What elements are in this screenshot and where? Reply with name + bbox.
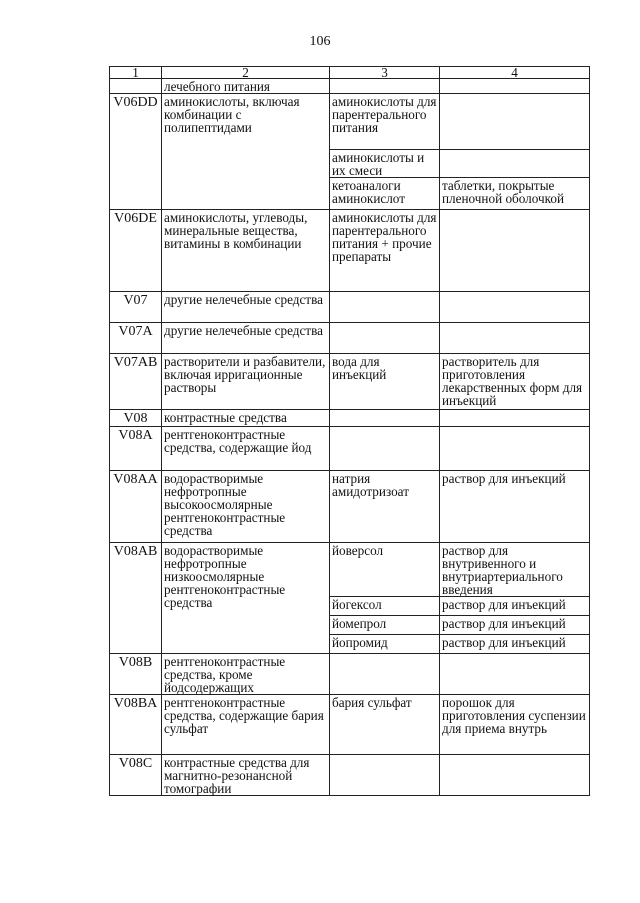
substance-cell: йоверсол xyxy=(330,543,440,597)
substance-cell xyxy=(330,410,440,427)
atc-code-cell: V08AB xyxy=(110,543,162,654)
atc-code-cell: V08AA xyxy=(110,471,162,543)
dosage-form-cell xyxy=(440,427,590,471)
substance-cell xyxy=(330,292,440,323)
dosage-form-cell xyxy=(440,654,590,695)
atc-code-cell: V07AB xyxy=(110,354,162,410)
dosage-form-cell: раствор для инъекций xyxy=(440,597,590,616)
atc-code-cell: V06DD xyxy=(110,94,162,210)
dosage-form-cell: раствор для инъекций xyxy=(440,616,590,635)
dosage-form-cell xyxy=(440,292,590,323)
group-name-cell: растворители и разбавители, включая ирригационные растворы xyxy=(162,354,330,410)
table-row xyxy=(110,210,590,292)
group-name-cell: контрастные средства для магнитно-резонансной томографии xyxy=(162,755,330,796)
group-name-cell: рентгеноконтрастные средства, кроме йодсодержащих xyxy=(162,654,330,695)
table-row xyxy=(110,79,590,94)
group-name-cell: рентгеноконтрастные средства, содержащие бария сульфат xyxy=(162,695,330,755)
dosage-form-cell: раствор для внутривенного и внутриартериального введения xyxy=(440,543,590,597)
group-name-cell: лечебного питания xyxy=(162,79,330,94)
substance-cell: кетоаналоги аминокислот xyxy=(330,178,440,210)
table-header-row xyxy=(110,67,590,79)
dosage-form-cell xyxy=(440,94,590,150)
group-name-cell: аминокислоты, углеводы, минеральные вещества, витамины в комбинации xyxy=(162,210,330,292)
atc-code-cell: V08BA xyxy=(110,695,162,755)
column-header-1: 1 xyxy=(110,67,162,79)
table-body xyxy=(110,79,590,796)
dosage-form-cell xyxy=(440,210,590,292)
group-name-cell: другие нелечебные средства xyxy=(162,292,330,323)
substance-cell xyxy=(330,755,440,796)
table-row xyxy=(110,427,590,471)
dosage-form-cell: порошок для приготовления суспензии для приема внутрь xyxy=(440,695,590,755)
medicines-table xyxy=(109,66,590,796)
atc-code-cell: V08A xyxy=(110,427,162,471)
substance-cell: вода для инъекций xyxy=(330,354,440,410)
table-row xyxy=(110,292,590,323)
dosage-form-cell: раствор для инъекций xyxy=(440,471,590,543)
substance-cell: аминокислоты для парентерального питания + прочие препараты xyxy=(330,210,440,292)
dosage-form-cell xyxy=(440,323,590,354)
dosage-form-cell: растворитель для приготовления лекарственных форм для инъекций xyxy=(440,354,590,410)
group-name-cell: другие нелечебные средства xyxy=(162,323,330,354)
table-row xyxy=(110,543,590,597)
table-row xyxy=(110,323,590,354)
atc-code-cell: V08B xyxy=(110,654,162,695)
atc-code-cell: V07 xyxy=(110,292,162,323)
page-number: 106 xyxy=(309,34,331,49)
substance-cell xyxy=(330,79,440,94)
dosage-form-cell xyxy=(440,755,590,796)
table-row xyxy=(110,354,590,410)
dosage-form-cell xyxy=(440,79,590,94)
column-header-2: 2 xyxy=(162,67,330,79)
substance-cell: йомепрол xyxy=(330,616,440,635)
substance-cell: аминокислоты для парентерального питания xyxy=(330,94,440,150)
atc-code-cell: V08C xyxy=(110,755,162,796)
table-row xyxy=(110,755,590,796)
substance-cell: йогексол xyxy=(330,597,440,616)
dosage-form-cell: таблетки, покрытые пленочной оболочкой xyxy=(440,178,590,210)
group-name-cell: аминокислоты, включая комбинации с полипептидами xyxy=(162,94,330,210)
group-name-cell: рентгеноконтрастные средства, содержащие йод xyxy=(162,427,330,471)
atc-code-cell: V07A xyxy=(110,323,162,354)
column-header-3: 3 xyxy=(330,67,440,79)
column-header-4: 4 xyxy=(440,67,590,79)
table-row xyxy=(110,471,590,543)
substance-cell: йопромид xyxy=(330,635,440,654)
group-name-cell: контрастные средства xyxy=(162,410,330,427)
dosage-form-cell xyxy=(440,410,590,427)
atc-code-cell xyxy=(110,79,162,94)
table-row xyxy=(110,94,590,150)
substance-cell: натрия амидотризоат xyxy=(330,471,440,543)
substance-cell xyxy=(330,654,440,695)
substance-cell xyxy=(330,323,440,354)
dosage-form-cell: раствор для инъекций xyxy=(440,635,590,654)
substance-cell xyxy=(330,427,440,471)
dosage-form-cell xyxy=(440,150,590,178)
atc-code-cell: V06DE xyxy=(110,210,162,292)
substance-cell: аминокислоты и их смеси xyxy=(330,150,440,178)
group-name-cell: водорастворимые нефротропные низкоосмолярные рентгеноконтрастные средства xyxy=(162,543,330,654)
table-row xyxy=(110,695,590,755)
table-row xyxy=(110,410,590,427)
substance-cell: бария сульфат xyxy=(330,695,440,755)
group-name-cell: водорастворимые нефротропные высокоосмолярные рентгеноконтрастные средства xyxy=(162,471,330,543)
atc-code-cell: V08 xyxy=(110,410,162,427)
table-row xyxy=(110,654,590,695)
